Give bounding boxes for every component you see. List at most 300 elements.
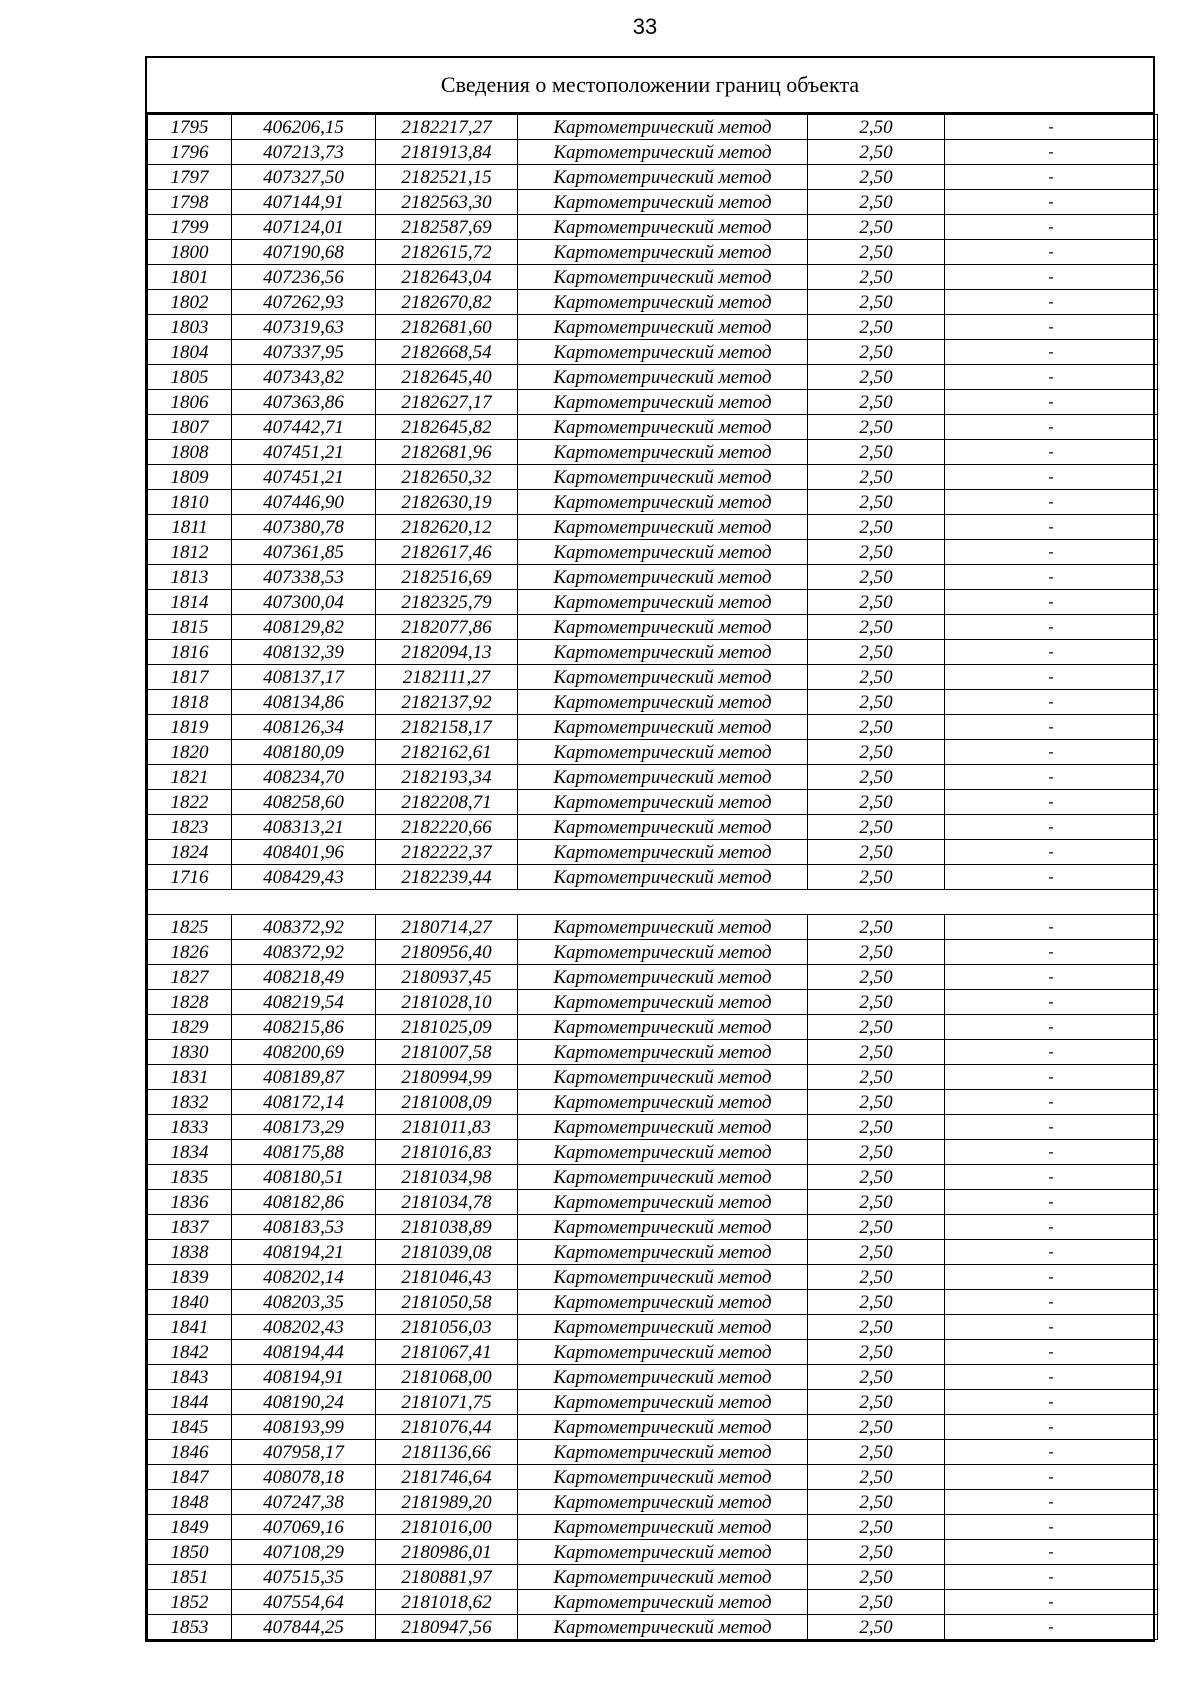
x-coordinate-cell: 408313,21 — [232, 815, 376, 840]
point-number-cell: 1844 — [148, 1390, 232, 1415]
point-number-cell: 1796 — [148, 140, 232, 165]
point-number-cell: 1797 — [148, 165, 232, 190]
accuracy-cell: 2,50 — [808, 715, 945, 740]
accuracy-cell: 2,50 — [808, 1540, 945, 1565]
accuracy-cell: 2,50 — [808, 1115, 945, 1140]
y-coordinate-cell: 2182516,69 — [376, 565, 518, 590]
accuracy-cell: 2,50 — [808, 1340, 945, 1365]
y-coordinate-cell: 2181071,75 — [376, 1390, 518, 1415]
accuracy-cell: 2,50 — [808, 465, 945, 490]
x-coordinate-cell: 407190,68 — [232, 240, 376, 265]
method-cell: Картометрический метод — [518, 1215, 808, 1240]
table-row — [148, 265, 1158, 290]
y-coordinate-cell: 2181913,84 — [376, 140, 518, 165]
y-coordinate-cell: 2181038,89 — [376, 1215, 518, 1240]
method-cell: Картометрический метод — [518, 240, 808, 265]
y-coordinate-cell: 2182158,17 — [376, 715, 518, 740]
accuracy-cell: 2,50 — [808, 765, 945, 790]
y-coordinate-cell: 2180937,45 — [376, 965, 518, 990]
point-number-cell: 1841 — [148, 1315, 232, 1340]
y-coordinate-cell: 2182620,12 — [376, 515, 518, 540]
x-coordinate-cell: 408126,34 — [232, 715, 376, 740]
x-coordinate-cell: 408202,43 — [232, 1315, 376, 1340]
x-coordinate-cell: 407124,01 — [232, 215, 376, 240]
table-row — [148, 540, 1158, 565]
method-cell: Картометрический метод — [518, 1615, 808, 1640]
accuracy-cell: 2,50 — [808, 915, 945, 940]
description-cell: - — [945, 415, 1158, 440]
y-coordinate-cell: 2181746,64 — [376, 1465, 518, 1490]
accuracy-cell: 2,50 — [808, 290, 945, 315]
accuracy-cell: 2,50 — [808, 640, 945, 665]
point-number-cell: 1829 — [148, 1015, 232, 1040]
method-cell: Картометрический метод — [518, 865, 808, 890]
accuracy-cell: 2,50 — [808, 1215, 945, 1240]
accuracy-cell: 2,50 — [808, 165, 945, 190]
x-coordinate-cell: 408078,18 — [232, 1465, 376, 1490]
table-row — [148, 190, 1158, 215]
y-coordinate-cell: 2180994,99 — [376, 1065, 518, 1090]
description-cell: - — [945, 1065, 1158, 1090]
accuracy-cell: 2,50 — [808, 365, 945, 390]
point-number-cell: 1812 — [148, 540, 232, 565]
x-coordinate-cell: 408215,86 — [232, 1015, 376, 1040]
y-coordinate-cell: 2181008,09 — [376, 1090, 518, 1115]
description-cell: - — [945, 1265, 1158, 1290]
y-coordinate-cell: 2182627,17 — [376, 390, 518, 415]
table-title: Сведения о местоположении границ объекта — [147, 58, 1153, 114]
x-coordinate-cell: 407300,04 — [232, 590, 376, 615]
method-cell: Картометрический метод — [518, 1015, 808, 1040]
x-coordinate-cell: 407337,95 — [232, 340, 376, 365]
table-row — [148, 490, 1158, 515]
description-cell: - — [945, 1415, 1158, 1440]
point-number-cell: 1804 — [148, 340, 232, 365]
x-coordinate-cell: 407343,82 — [232, 365, 376, 390]
method-cell: Картометрический метод — [518, 790, 808, 815]
method-cell: Картометрический метод — [518, 565, 808, 590]
table-row — [148, 465, 1158, 490]
y-coordinate-cell: 2181016,83 — [376, 1140, 518, 1165]
x-coordinate-cell: 408129,82 — [232, 615, 376, 640]
description-cell: - — [945, 1440, 1158, 1465]
description-cell: - — [945, 215, 1158, 240]
table-row — [148, 740, 1158, 765]
x-coordinate-cell: 407451,21 — [232, 440, 376, 465]
table-row — [148, 590, 1158, 615]
point-number-cell: 1824 — [148, 840, 232, 865]
accuracy-cell: 2,50 — [808, 965, 945, 990]
method-cell: Картометрический метод — [518, 765, 808, 790]
table-row — [148, 665, 1158, 690]
x-coordinate-cell: 408172,14 — [232, 1090, 376, 1115]
table-row — [148, 1590, 1158, 1615]
method-cell: Картометрический метод — [518, 1540, 808, 1565]
point-number-cell: 1836 — [148, 1190, 232, 1215]
section-separator-cell — [148, 890, 1158, 915]
accuracy-cell: 2,50 — [808, 740, 945, 765]
x-coordinate-cell: 407144,91 — [232, 190, 376, 215]
y-coordinate-cell: 2182563,30 — [376, 190, 518, 215]
x-coordinate-cell: 407442,71 — [232, 415, 376, 440]
y-coordinate-cell: 2180956,40 — [376, 940, 518, 965]
boundary-table-frame — [145, 56, 1155, 1642]
table-row — [148, 1365, 1158, 1390]
accuracy-cell: 2,50 — [808, 1290, 945, 1315]
method-cell: Картометрический метод — [518, 440, 808, 465]
accuracy-cell: 2,50 — [808, 990, 945, 1015]
description-cell: - — [945, 1290, 1158, 1315]
y-coordinate-cell: 2181068,00 — [376, 1365, 518, 1390]
x-coordinate-cell: 408190,24 — [232, 1390, 376, 1415]
x-coordinate-cell: 407236,56 — [232, 265, 376, 290]
description-cell: - — [945, 740, 1158, 765]
x-coordinate-cell: 408258,60 — [232, 790, 376, 815]
point-number-cell: 1834 — [148, 1140, 232, 1165]
x-coordinate-cell: 408203,35 — [232, 1290, 376, 1315]
description-cell: - — [945, 1215, 1158, 1240]
x-coordinate-cell: 408193,99 — [232, 1415, 376, 1440]
description-cell: - — [945, 1590, 1158, 1615]
method-cell: Картометрический метод — [518, 1065, 808, 1090]
table-row — [148, 640, 1158, 665]
x-coordinate-cell: 407338,53 — [232, 565, 376, 590]
accuracy-cell: 2,50 — [808, 1390, 945, 1415]
table-row — [148, 1340, 1158, 1365]
point-number-cell: 1845 — [148, 1415, 232, 1440]
y-coordinate-cell: 2181034,78 — [376, 1190, 518, 1215]
y-coordinate-cell: 2182239,44 — [376, 865, 518, 890]
y-coordinate-cell: 2181046,43 — [376, 1265, 518, 1290]
page-number: 33 — [632, 14, 658, 39]
description-cell: - — [945, 140, 1158, 165]
table-row — [148, 915, 1158, 940]
point-number-cell: 1825 — [148, 915, 232, 940]
accuracy-cell: 2,50 — [808, 1265, 945, 1290]
description-cell: - — [945, 715, 1158, 740]
point-number-cell: 1853 — [148, 1615, 232, 1640]
point-number-cell: 1849 — [148, 1515, 232, 1540]
method-cell: Картометрический метод — [518, 1290, 808, 1315]
y-coordinate-cell: 2181007,58 — [376, 1040, 518, 1065]
accuracy-cell: 2,50 — [808, 140, 945, 165]
description-cell: - — [945, 390, 1158, 415]
table-row — [148, 1440, 1158, 1465]
accuracy-cell: 2,50 — [808, 190, 945, 215]
table-row — [148, 1015, 1158, 1040]
y-coordinate-cell: 2182615,72 — [376, 240, 518, 265]
point-number-cell: 1838 — [148, 1240, 232, 1265]
point-number-cell: 1795 — [148, 115, 232, 140]
accuracy-cell: 2,50 — [808, 1465, 945, 1490]
accuracy-cell: 2,50 — [808, 1615, 945, 1640]
point-number-cell: 1807 — [148, 415, 232, 440]
table-row — [148, 1490, 1158, 1515]
y-coordinate-cell: 2181028,10 — [376, 990, 518, 1015]
method-cell: Картометрический метод — [518, 390, 808, 415]
y-coordinate-cell: 2182587,69 — [376, 215, 518, 240]
y-coordinate-cell: 2182645,82 — [376, 415, 518, 440]
method-cell: Картометрический метод — [518, 1515, 808, 1540]
table-row — [148, 965, 1158, 990]
method-cell: Картометрический метод — [518, 1490, 808, 1515]
accuracy-cell: 2,50 — [808, 1565, 945, 1590]
x-coordinate-cell: 408175,88 — [232, 1140, 376, 1165]
table-row — [148, 1115, 1158, 1140]
y-coordinate-cell: 2181034,98 — [376, 1165, 518, 1190]
method-cell: Картометрический метод — [518, 965, 808, 990]
point-number-cell: 1837 — [148, 1215, 232, 1240]
description-cell: - — [945, 1140, 1158, 1165]
table-row — [148, 1415, 1158, 1440]
point-number-cell: 1832 — [148, 1090, 232, 1115]
x-coordinate-cell: 408200,69 — [232, 1040, 376, 1065]
y-coordinate-cell: 2182220,66 — [376, 815, 518, 840]
x-coordinate-cell: 407451,21 — [232, 465, 376, 490]
method-cell: Картометрический метод — [518, 940, 808, 965]
method-cell: Картометрический метод — [518, 415, 808, 440]
x-coordinate-cell: 408219,54 — [232, 990, 376, 1015]
x-coordinate-cell: 407844,25 — [232, 1615, 376, 1640]
y-coordinate-cell: 2181056,03 — [376, 1315, 518, 1340]
point-number-cell: 1813 — [148, 565, 232, 590]
y-coordinate-cell: 2182617,46 — [376, 540, 518, 565]
point-number-cell: 1809 — [148, 465, 232, 490]
method-cell: Картометрический метод — [518, 1415, 808, 1440]
table-row — [148, 1465, 1158, 1490]
method-cell: Картометрический метод — [518, 1265, 808, 1290]
description-cell: - — [945, 840, 1158, 865]
point-number-cell: 1835 — [148, 1165, 232, 1190]
description-cell: - — [945, 1490, 1158, 1515]
description-cell: - — [945, 1015, 1158, 1040]
method-cell: Картометрический метод — [518, 1040, 808, 1065]
y-coordinate-cell: 2181025,09 — [376, 1015, 518, 1040]
description-cell: - — [945, 1115, 1158, 1140]
y-coordinate-cell: 2180714,27 — [376, 915, 518, 940]
accuracy-cell: 2,50 — [808, 790, 945, 815]
description-cell: - — [945, 865, 1158, 890]
y-coordinate-cell: 2182670,82 — [376, 290, 518, 315]
table-row — [148, 815, 1158, 840]
accuracy-cell: 2,50 — [808, 940, 945, 965]
table-row — [148, 515, 1158, 540]
accuracy-cell: 2,50 — [808, 1240, 945, 1265]
description-cell: - — [945, 1390, 1158, 1415]
table-row — [148, 1265, 1158, 1290]
point-number-cell: 1802 — [148, 290, 232, 315]
table-row — [148, 865, 1158, 890]
accuracy-cell: 2,50 — [808, 1515, 945, 1540]
method-cell: Картометрический метод — [518, 1390, 808, 1415]
description-cell: - — [945, 1240, 1158, 1265]
table-row — [148, 165, 1158, 190]
accuracy-cell: 2,50 — [808, 1440, 945, 1465]
accuracy-cell: 2,50 — [808, 590, 945, 615]
description-cell: - — [945, 565, 1158, 590]
description-cell: - — [945, 640, 1158, 665]
x-coordinate-cell: 408372,92 — [232, 915, 376, 940]
x-coordinate-cell: 407213,73 — [232, 140, 376, 165]
table-row — [148, 1615, 1158, 1640]
x-coordinate-cell: 407247,38 — [232, 1490, 376, 1515]
method-cell: Картометрический метод — [518, 140, 808, 165]
x-coordinate-cell: 408180,51 — [232, 1165, 376, 1190]
x-coordinate-cell: 408134,86 — [232, 690, 376, 715]
method-cell: Картометрический метод — [518, 715, 808, 740]
table-row — [148, 1190, 1158, 1215]
description-cell: - — [945, 665, 1158, 690]
accuracy-cell: 2,50 — [808, 840, 945, 865]
method-cell: Картометрический метод — [518, 840, 808, 865]
accuracy-cell: 2,50 — [808, 1190, 945, 1215]
accuracy-cell: 2,50 — [808, 340, 945, 365]
method-cell: Картометрический метод — [518, 340, 808, 365]
x-coordinate-cell: 408189,87 — [232, 1065, 376, 1090]
description-cell: - — [945, 1540, 1158, 1565]
table-row — [148, 990, 1158, 1015]
table-row — [148, 340, 1158, 365]
description-cell: - — [945, 615, 1158, 640]
accuracy-cell: 2,50 — [808, 315, 945, 340]
x-coordinate-cell: 407108,29 — [232, 1540, 376, 1565]
x-coordinate-cell: 408182,86 — [232, 1190, 376, 1215]
accuracy-cell: 2,50 — [808, 1065, 945, 1090]
table-row — [148, 365, 1158, 390]
description-cell: - — [945, 265, 1158, 290]
description-cell: - — [945, 1465, 1158, 1490]
description-cell: - — [945, 1040, 1158, 1065]
y-coordinate-cell: 2181989,20 — [376, 1490, 518, 1515]
description-cell: - — [945, 1090, 1158, 1115]
y-coordinate-cell: 2182137,92 — [376, 690, 518, 715]
point-number-cell: 1850 — [148, 1540, 232, 1565]
method-cell: Картометрический метод — [518, 365, 808, 390]
point-number-cell: 1826 — [148, 940, 232, 965]
method-cell: Картометрический метод — [518, 1165, 808, 1190]
y-coordinate-cell: 2181050,58 — [376, 1290, 518, 1315]
method-cell: Картометрический метод — [518, 1240, 808, 1265]
table-row — [148, 1515, 1158, 1540]
y-coordinate-cell: 2182681,96 — [376, 440, 518, 465]
y-coordinate-cell: 2181011,83 — [376, 1115, 518, 1140]
table-row — [148, 1540, 1158, 1565]
point-number-cell: 1823 — [148, 815, 232, 840]
y-coordinate-cell: 2182094,13 — [376, 640, 518, 665]
x-coordinate-cell: 408234,70 — [232, 765, 376, 790]
point-number-cell: 1847 — [148, 1465, 232, 1490]
description-cell: - — [945, 490, 1158, 515]
point-number-cell: 1817 — [148, 665, 232, 690]
method-cell: Картометрический метод — [518, 490, 808, 515]
method-cell: Картометрический метод — [518, 165, 808, 190]
accuracy-cell: 2,50 — [808, 415, 945, 440]
x-coordinate-cell: 408180,09 — [232, 740, 376, 765]
accuracy-cell: 2,50 — [808, 440, 945, 465]
method-cell: Картометрический метод — [518, 815, 808, 840]
table-row — [148, 1065, 1158, 1090]
table-row — [148, 390, 1158, 415]
accuracy-cell: 2,50 — [808, 1140, 945, 1165]
method-cell: Картометрический метод — [518, 1140, 808, 1165]
y-coordinate-cell: 2181018,62 — [376, 1590, 518, 1615]
description-cell: - — [945, 115, 1158, 140]
x-coordinate-cell: 407380,78 — [232, 515, 376, 540]
table-row — [148, 1315, 1158, 1340]
y-coordinate-cell: 2181067,41 — [376, 1340, 518, 1365]
method-cell: Картометрический метод — [518, 1590, 808, 1615]
table-row — [148, 1040, 1158, 1065]
point-number-cell: 1810 — [148, 490, 232, 515]
method-cell: Картометрический метод — [518, 1090, 808, 1115]
x-coordinate-cell: 407446,90 — [232, 490, 376, 515]
description-cell: - — [945, 790, 1158, 815]
accuracy-cell: 2,50 — [808, 565, 945, 590]
description-cell: - — [945, 1165, 1158, 1190]
table-row — [148, 1215, 1158, 1240]
y-coordinate-cell: 2182193,34 — [376, 765, 518, 790]
method-cell: Картометрический метод — [518, 265, 808, 290]
y-coordinate-cell: 2180986,01 — [376, 1540, 518, 1565]
point-number-cell: 1716 — [148, 865, 232, 890]
coordinates-table — [147, 114, 1158, 1640]
y-coordinate-cell: 2181039,08 — [376, 1240, 518, 1265]
table-row — [148, 415, 1158, 440]
description-cell: - — [945, 1615, 1158, 1640]
table-row — [148, 1090, 1158, 1115]
table-row — [148, 1390, 1158, 1415]
method-cell: Картометрический метод — [518, 315, 808, 340]
method-cell: Картометрический метод — [518, 1365, 808, 1390]
table-row — [148, 315, 1158, 340]
accuracy-cell: 2,50 — [808, 815, 945, 840]
x-coordinate-cell: 406206,15 — [232, 115, 376, 140]
method-cell: Картометрический метод — [518, 540, 808, 565]
x-coordinate-cell: 408202,14 — [232, 1265, 376, 1290]
x-coordinate-cell: 407262,93 — [232, 290, 376, 315]
y-coordinate-cell: 2182077,86 — [376, 615, 518, 640]
x-coordinate-cell: 408132,39 — [232, 640, 376, 665]
x-coordinate-cell: 407515,35 — [232, 1565, 376, 1590]
method-cell: Картометрический метод — [518, 590, 808, 615]
x-coordinate-cell: 408194,21 — [232, 1240, 376, 1265]
description-cell: - — [945, 1340, 1158, 1365]
method-cell: Картометрический метод — [518, 115, 808, 140]
table-row — [148, 240, 1158, 265]
method-cell: Картометрический метод — [518, 465, 808, 490]
description-cell: - — [945, 440, 1158, 465]
point-number-cell: 1831 — [148, 1065, 232, 1090]
point-number-cell: 1828 — [148, 990, 232, 1015]
point-number-cell: 1800 — [148, 240, 232, 265]
x-coordinate-cell: 407069,16 — [232, 1515, 376, 1540]
accuracy-cell: 2,50 — [808, 240, 945, 265]
point-number-cell: 1799 — [148, 215, 232, 240]
description-cell: - — [945, 515, 1158, 540]
section-separator-row — [148, 890, 1158, 915]
accuracy-cell: 2,50 — [808, 865, 945, 890]
table-row — [148, 1140, 1158, 1165]
table-row — [148, 840, 1158, 865]
description-cell: - — [945, 190, 1158, 215]
y-coordinate-cell: 2182217,27 — [376, 115, 518, 140]
method-cell: Картометрический метод — [518, 515, 808, 540]
method-cell: Картометрический метод — [518, 290, 808, 315]
method-cell: Картометрический метод — [518, 690, 808, 715]
accuracy-cell: 2,50 — [808, 1315, 945, 1340]
y-coordinate-cell: 2182650,32 — [376, 465, 518, 490]
method-cell: Картометрический метод — [518, 1190, 808, 1215]
